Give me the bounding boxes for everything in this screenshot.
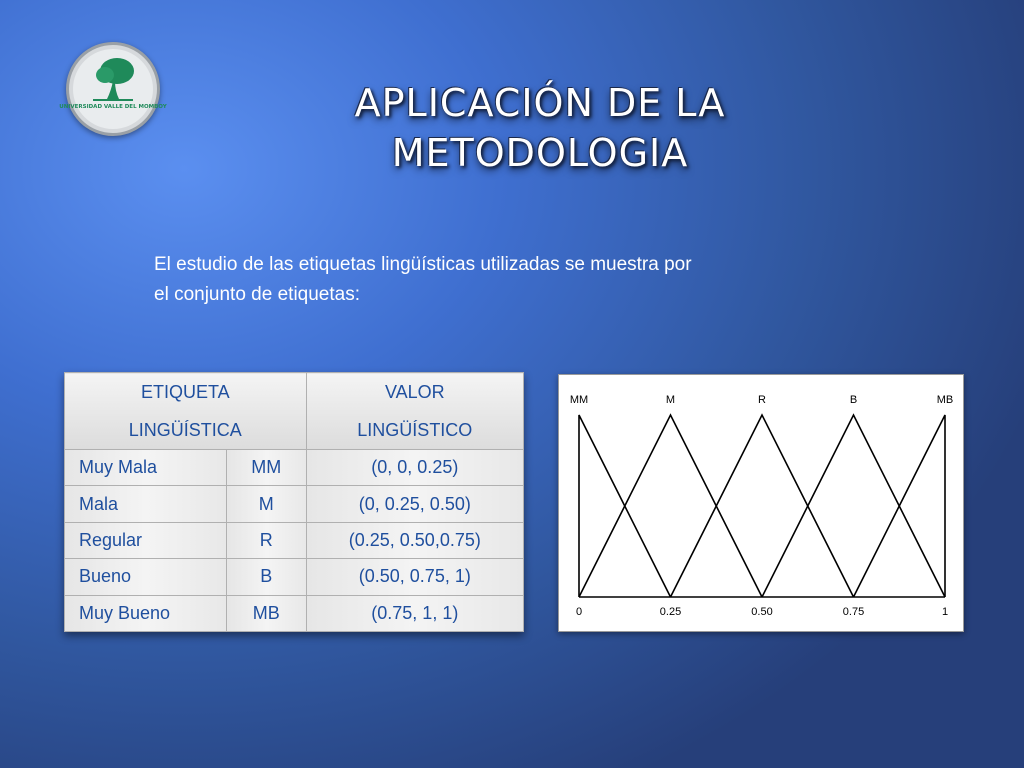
series-label-mb: MB bbox=[936, 394, 954, 406]
header-label1-line2: LINGÜÍSTICA bbox=[128, 420, 242, 440]
series-line-b bbox=[762, 415, 945, 597]
row-label-name: Mala bbox=[65, 486, 227, 522]
series-label-m: M bbox=[665, 394, 676, 406]
table-row bbox=[65, 559, 524, 595]
series-label-r: R bbox=[758, 394, 766, 406]
table-header-row bbox=[65, 373, 524, 450]
row-label-name: Muy Mala bbox=[65, 450, 227, 486]
row-label-value: (0, 0.25, 0.50) bbox=[306, 486, 523, 522]
slide-title bbox=[240, 78, 840, 178]
intro-text bbox=[154, 250, 874, 310]
header-label2-line1: VALOR bbox=[384, 382, 445, 402]
series-line-m bbox=[579, 415, 762, 597]
header-label1-line1: ETIQUETA bbox=[140, 382, 230, 402]
intro-line-1: El estudio de las etiquetas lingüísticas utilizadas se muestra por bbox=[154, 254, 692, 275]
row-label-abbr: R bbox=[227, 522, 307, 558]
row-label-name: Regular bbox=[65, 522, 227, 558]
x-tick-label: 0 bbox=[575, 606, 583, 618]
table-row bbox=[65, 450, 524, 486]
x-tick-label: 0.25 bbox=[659, 606, 682, 618]
table-row bbox=[65, 522, 524, 558]
membership-chart-svg bbox=[559, 375, 963, 631]
header-linguistic-value bbox=[306, 373, 523, 450]
row-label-abbr: MM bbox=[227, 450, 307, 486]
row-label-abbr: M bbox=[227, 486, 307, 522]
table-row bbox=[65, 486, 524, 522]
membership-chart bbox=[558, 374, 964, 632]
x-tick-label: 0.50 bbox=[751, 606, 773, 618]
row-label-name: Muy Bueno bbox=[65, 595, 227, 631]
title-line-1: APLICACIÓN DE LA bbox=[354, 81, 726, 125]
title-line-2: METODOLOGIA bbox=[391, 131, 689, 175]
labels-table bbox=[64, 372, 524, 632]
row-label-abbr: MB bbox=[227, 595, 307, 631]
university-logo bbox=[59, 42, 167, 136]
row-label-value: (0.75, 1, 1) bbox=[306, 595, 523, 631]
header-linguistic-label bbox=[65, 373, 307, 450]
header-label2-line2: LINGÜÍSTICO bbox=[357, 420, 473, 440]
table-row bbox=[65, 595, 524, 631]
series-line-r bbox=[671, 415, 854, 597]
row-label-name: Bueno bbox=[65, 559, 227, 595]
x-tick-label: 1 bbox=[941, 606, 949, 618]
logo-text: UNIVERSIDAD VALLE DEL MOMBOY bbox=[59, 104, 167, 110]
row-label-value: (0, 0, 0.25) bbox=[306, 450, 523, 486]
row-label-value: (0.50, 0.75, 1) bbox=[306, 559, 523, 595]
intro-line-2: el conjunto de etiquetas: bbox=[154, 284, 360, 305]
series-label-b: B bbox=[849, 394, 858, 406]
row-label-abbr: B bbox=[227, 559, 307, 595]
series-label-mm: MM bbox=[569, 394, 589, 406]
x-tick-label: 0.75 bbox=[842, 606, 865, 618]
row-label-value: (0.25, 0.50,0.75) bbox=[306, 522, 523, 558]
